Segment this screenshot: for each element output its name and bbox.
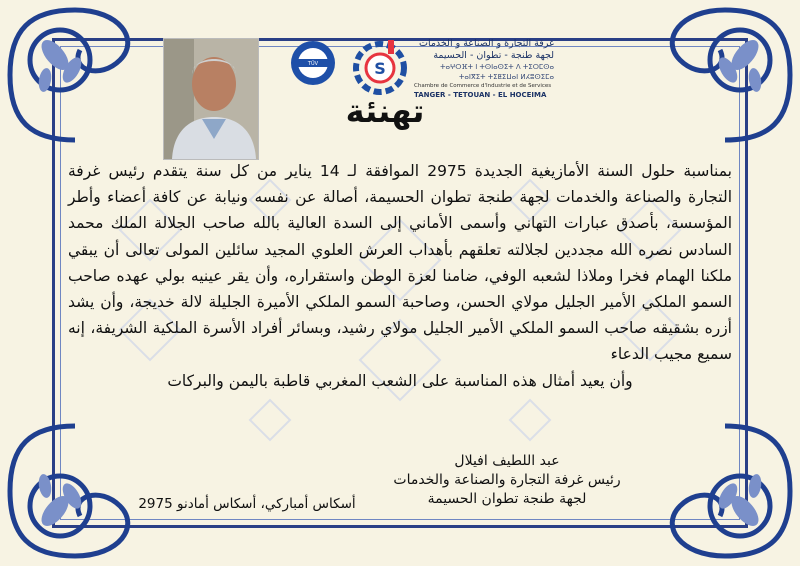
chamber-region-ar: لجهة طنجة - تطوان - الحسيمة [433, 50, 554, 61]
chamber-name-tifinagh: ⵜⴰⵖⵔⴼⵜ ⵏ ⵜⵙⵏⴰⵙⵉⵜ ⴷ ⵜⵉⵔⵎⵙⴰ [440, 63, 554, 71]
new-year-wish: أسكاس أمباركي، أسكاس أمادنو 2975 [138, 496, 356, 512]
chamber-region-tifinagh: ⵜⴰⵏⴳⵉⵜ ⵜⵉⵟⵉⵡⴰⵏ ⵍⵃⵓⵙⵉⵎⴰ [459, 73, 554, 81]
signatory-name: عبد اللطيف افيلال [454, 453, 560, 469]
svg-text:S: S [374, 59, 386, 78]
corner-ornament [0, 416, 150, 566]
signatory-region: لجهة طنجة تطوان الحسيمة [427, 491, 587, 507]
svg-text:TÜV: TÜV [307, 61, 319, 67]
chamber-identity [414, 38, 554, 100]
chamber-name-fr: Chambre de Commerce d'Industrie et de Services [414, 83, 552, 89]
corner-ornament [0, 0, 150, 150]
greeting-body [68, 158, 732, 394]
president-photo [163, 38, 259, 160]
iso-certification-logo [290, 40, 336, 86]
signature-block [392, 452, 622, 509]
corner-ornament [650, 0, 800, 150]
signatory-role: رئيس غرفة التجارة والصناعة والخدمات [393, 472, 621, 488]
chamber-region-en: TANGER - TETOUAN - EL HOCEIMA [414, 91, 547, 99]
greeting-closing: وأن يعيد أمثال هذه المناسبة على الشعب المغربي قاطبة باليمن والبركات [167, 371, 633, 390]
chamber-logo [352, 38, 408, 96]
greeting-paragraph: بمناسبة حلول السنة الأمازيغية الجديدة 2975 الموافقة لـ 14 يناير من كل سنة يتقدم رئيس غرفة التجارة والصناعة والخدمات لجهة طنجة تطوان الحسيمة، أصالة عن نفسه ونيابة عن كافة أعضاء وأطر المؤسسة، بأصدق عبارات التهاني وأسمى الأماني إلى السدة العالية بالله صاحب الجلالة الملك محمد السادس نصره الله مجددين لجلالته تعلقهم بأهداب العرش العلوي المجيد سائلين المولى تعالى أن يبقي ملكنا الهمام فخرا وملاذا لشعبه الوفي، ضامنا لعزة الوطن واستقراره، وأن يقر عينيه بولي عهده صاحب السمو الملكي الأمير الجليل مولاي الحسن، وصاحبة السمو الملكي الأميرة الجليلة لالة خديجة، وأن يشد أزره بشقيقه صاحب السمو الملكي الأمير الجليل مولاي رشيد، وبسائر أفراد الأسرة الملكية الشريفة، إنه سميع مجيب الدعاء [68, 162, 732, 364]
corner-ornament [650, 416, 800, 566]
chamber-name-ar: غرفة التجارة و الصناعة و الخدمات [419, 38, 554, 49]
page-title: تهنئة [345, 92, 425, 130]
